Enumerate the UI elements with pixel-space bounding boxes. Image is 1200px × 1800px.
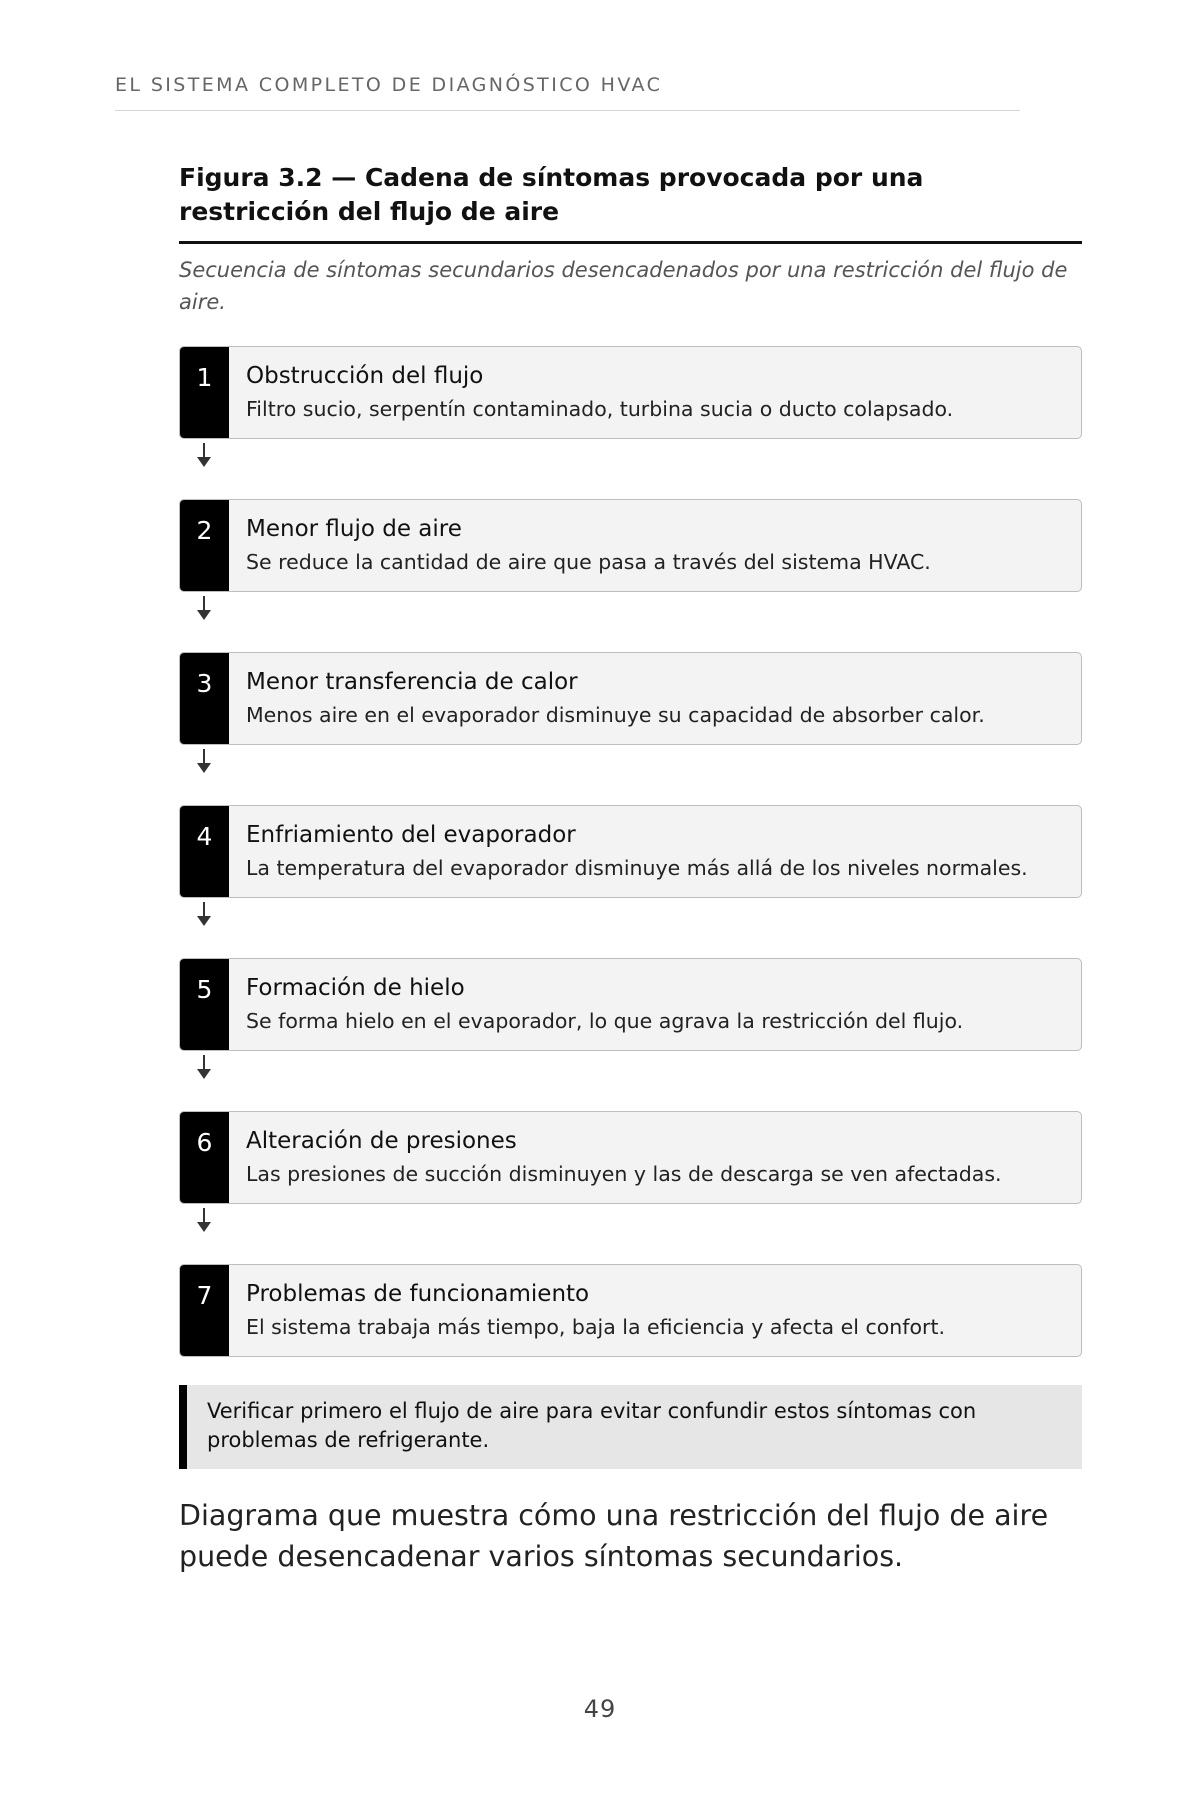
step-title: Formación de hielo <box>246 975 465 1001</box>
step-title: Obstrucción del flujo <box>246 363 484 389</box>
step-number: 6 <box>180 1112 229 1203</box>
step-number: 4 <box>180 806 229 897</box>
step-connector <box>179 592 1082 652</box>
step-number: 5 <box>180 959 229 1050</box>
step-number: 1 <box>180 347 229 438</box>
figure-caption: Diagrama que muestra cómo una restricción del flujo de aire puede desencadenar varios síntomas secundarios. <box>179 1499 1049 1573</box>
arrow-down-icon <box>203 902 205 920</box>
step-6 <box>179 1111 1082 1204</box>
step-title: Enfriamiento del evaporador <box>246 822 576 848</box>
step-1 <box>179 346 1082 439</box>
page-number: 49 <box>583 1695 617 1723</box>
figure-subtitle: Secuencia de síntomas secundarios desencadenados por una restricción del flujo de aire. <box>179 258 1068 314</box>
step-connector <box>179 745 1082 805</box>
arrow-down-icon <box>203 443 205 461</box>
step-description: Se forma hielo en el evaporador, lo que agrava la restricción del flujo. <box>246 1009 964 1033</box>
step-description: El sistema trabaja más tiempo, baja la eficiencia y afecta el confort. <box>246 1315 945 1339</box>
step-5 <box>179 958 1082 1051</box>
step-number: 3 <box>180 653 229 744</box>
step-connector <box>179 439 1082 499</box>
step-7 <box>179 1264 1082 1357</box>
step-4 <box>179 805 1082 898</box>
step-3 <box>179 652 1082 745</box>
step-connector <box>179 898 1082 958</box>
step-description: Menos aire en el evaporador disminuye su capacidad de absorber calor. <box>246 703 985 727</box>
header-divider <box>115 110 1020 111</box>
step-title: Menor transferencia de calor <box>246 669 578 695</box>
step-chain <box>179 346 1082 1357</box>
arrow-down-icon <box>203 596 205 614</box>
arrow-down-icon <box>203 1208 205 1226</box>
step-connector <box>179 1051 1082 1111</box>
running-header: EL SISTEMA COMPLETO DE DIAGNÓSTICO HVAC <box>115 74 663 96</box>
callout-note: Verificar primero el flujo de aire para evitar confundir estos síntomas con problemas de refrigerante. <box>179 1385 1082 1469</box>
step-title: Problemas de funcionamiento <box>246 1281 590 1307</box>
step-description: La temperatura del evaporador disminuye más allá de los niveles normales. <box>246 856 1028 880</box>
arrow-down-icon <box>203 749 205 767</box>
step-title: Menor flujo de aire <box>246 516 462 542</box>
figure-title: Figura 3.2 — Cadena de síntomas provocada por una restricción del flujo de aire <box>179 161 1082 244</box>
step-description: Filtro sucio, serpentín contaminado, turbina sucia o ducto colapsado. <box>246 397 954 421</box>
step-title: Alteración de presiones <box>246 1128 517 1154</box>
step-2 <box>179 499 1082 592</box>
arrow-down-icon <box>203 1055 205 1073</box>
step-number: 2 <box>180 500 229 591</box>
step-description: Las presiones de succión disminuyen y las de descarga se ven afectadas. <box>246 1162 1002 1186</box>
figure <box>179 161 1082 1577</box>
step-description: Se reduce la cantidad de aire que pasa a través del sistema HVAC. <box>246 550 931 574</box>
step-connector <box>179 1204 1082 1264</box>
step-number: 7 <box>180 1265 229 1356</box>
